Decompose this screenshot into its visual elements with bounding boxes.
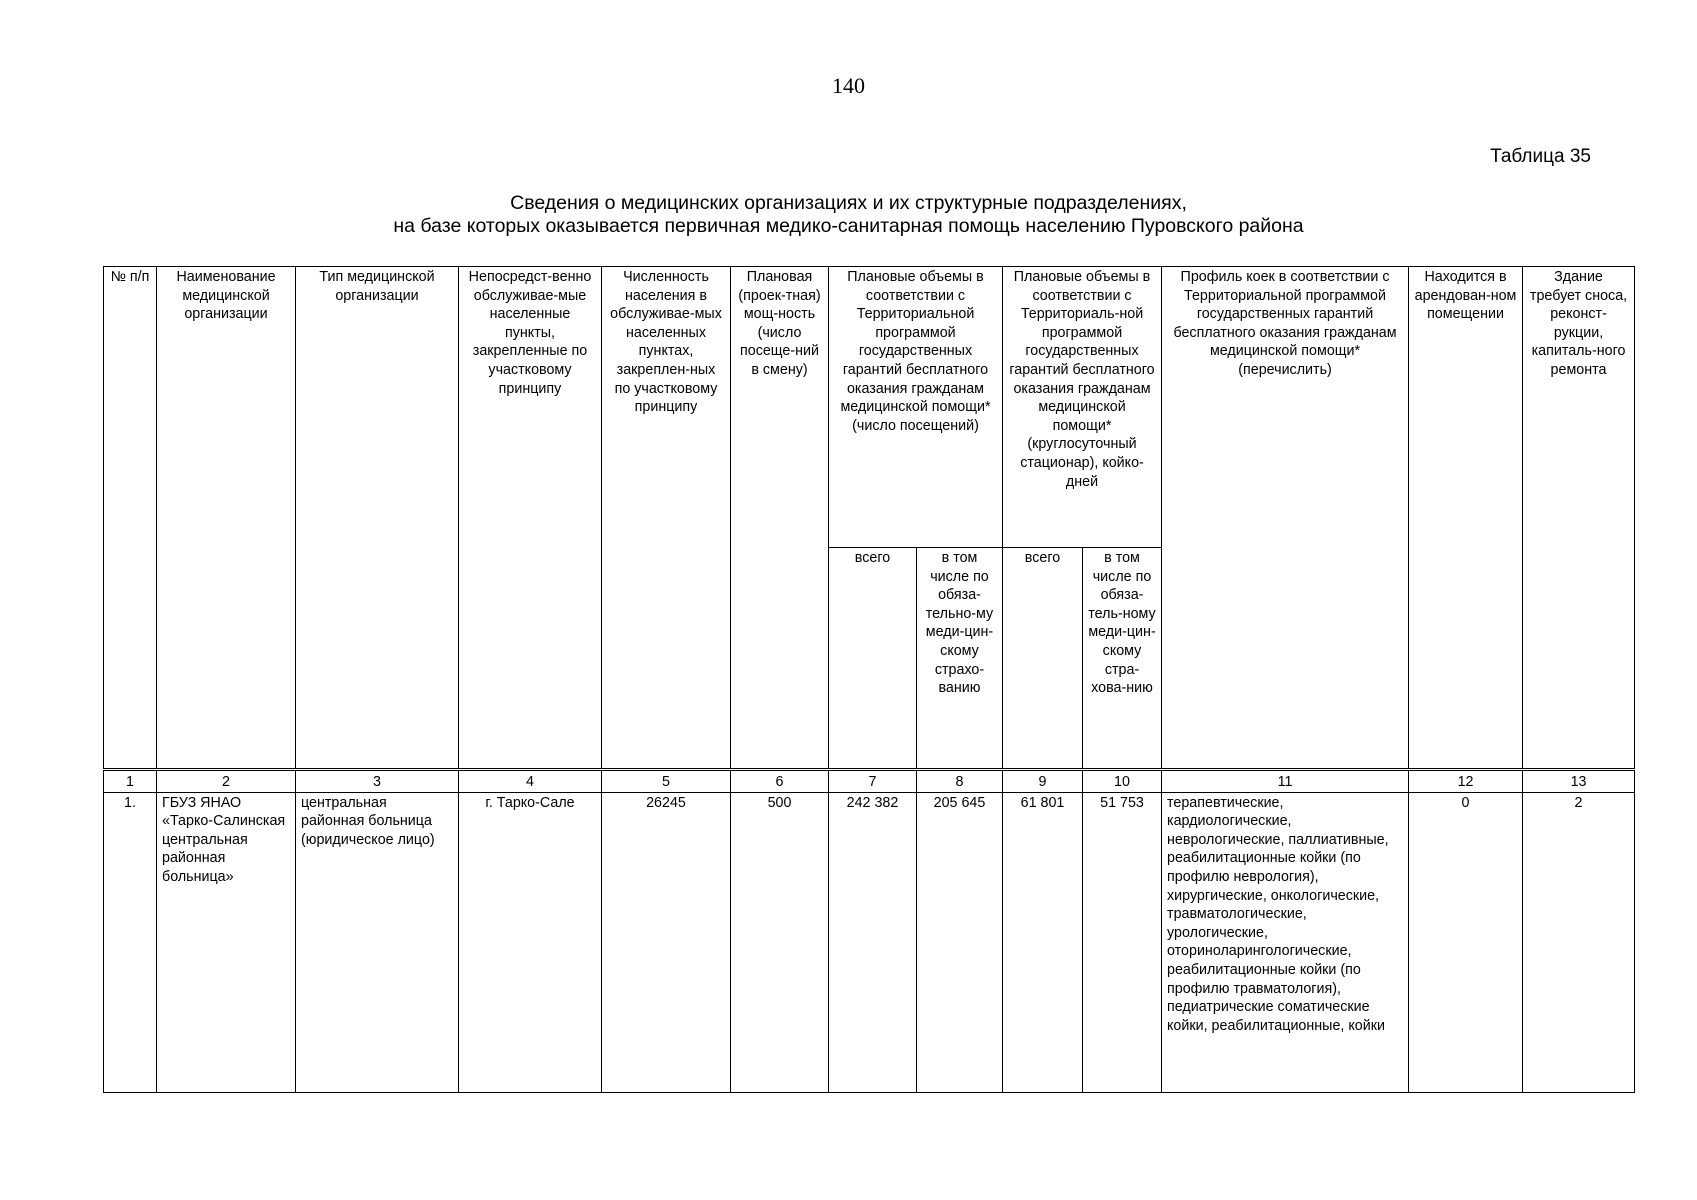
header-rented: Находится в арендован-ном помещении [1409, 267, 1523, 770]
row-number: 1. [104, 792, 157, 1092]
header-planned-bed-days: Плановые объемы в соответствии с Территориаль-ной программой государственных гарантий бесплатного оказания гражданам медицинской помощи* (круглосуточный стационар), койко-дней [1003, 267, 1162, 548]
column-number: 7 [829, 770, 917, 793]
header-number: № п/п [104, 267, 157, 770]
header-planned-visits: Плановые объемы в соответствии с Территориальной программой государственных гарантий бесплатного оказания гражданам медицинской помощи* (число посещений) [829, 267, 1003, 548]
bed-profiles-cell: терапевтические, кардиологические, неврологические, паллиативные, реабилитационные койки (по профилю неврология), хирургические, онкологические, травматологические, урологические, оториноларингологические, реабилитационные койки (по профилю травматология), педиатрические соматические койки, реабилитационные, койки [1162, 792, 1409, 1092]
bed-days-oms-cell: 51 753 [1083, 792, 1162, 1092]
settlements-cell: г. Тарко-Сале [459, 792, 602, 1092]
header-org-type: Тип медицинской организации [296, 267, 459, 770]
header-row [104, 267, 1635, 548]
org-name-cell: ГБУЗ ЯНАО «Тарко-Салинская центральная районная больница» [157, 792, 296, 1092]
visits-oms-cell: 205 645 [917, 792, 1003, 1092]
column-numbers-row [104, 770, 1635, 793]
header-population: Численность населения в обслуживае-мых населенных пунктах, закреплен-ных по участковому принципу [602, 267, 731, 770]
bed-days-total-cell: 61 801 [1003, 792, 1083, 1092]
population-cell: 26245 [602, 792, 731, 1092]
subheader-bed-days-oms: в том числе по обяза-тель-ному меди-цин-скому стра-хова-нию [1083, 548, 1162, 770]
column-number: 6 [731, 770, 829, 793]
rented-cell: 0 [1409, 792, 1523, 1092]
page-number: 140 [832, 73, 865, 98]
column-number: 3 [296, 770, 459, 793]
column-number: 2 [157, 770, 296, 793]
capacity-cell: 500 [731, 792, 829, 1092]
table-row [104, 792, 1635, 1092]
document-title [0, 192, 1697, 238]
column-number: 5 [602, 770, 731, 793]
title-line-1: Сведения о медицинских организациях и их структурные подразделениях, [510, 192, 1187, 214]
column-number: 1 [104, 770, 157, 793]
header-org-name: Наименование медицинской организации [157, 267, 296, 770]
medical-organizations-table [103, 266, 1635, 1093]
header-capacity: Плановая (проек-тная) мощ-ность (число посеще-ний в смену) [731, 267, 829, 770]
subheader-visits-total: всего [829, 548, 917, 770]
visits-total-cell: 242 382 [829, 792, 917, 1092]
column-number: 4 [459, 770, 602, 793]
subheader-bed-days-total: всего [1003, 548, 1083, 770]
subheader-visits-oms: в том числе по обяза-тельно-му меди-цин-скому страхо-ванию [917, 548, 1003, 770]
header-rebuild: Здание требует сноса, реконст-рукции, капиталь-ного ремонта [1523, 267, 1635, 770]
rebuild-cell: 2 [1523, 792, 1635, 1092]
column-number: 9 [1003, 770, 1083, 793]
column-number: 12 [1409, 770, 1523, 793]
column-number: 10 [1083, 770, 1162, 793]
column-number: 8 [917, 770, 1003, 793]
column-number: 13 [1523, 770, 1635, 793]
header-settlements: Непосредст-венно обслуживае-мые населенные пункты, закрепленные по участковому принципу [459, 267, 602, 770]
header-bed-profiles: Профиль коек в соответствии с Территориальной программой государственных гарантий бесплатного оказания гражданам медицинской помощи* (перечислить) [1162, 267, 1409, 770]
org-type-cell: центральная районная больница (юридическое лицо) [296, 792, 459, 1092]
column-number: 11 [1162, 770, 1409, 793]
table-label: Таблица 35 [1490, 146, 1591, 167]
title-line-2: на базе которых оказывается первичная медико-санитарная помощь населению Пуровского района [393, 215, 1304, 237]
